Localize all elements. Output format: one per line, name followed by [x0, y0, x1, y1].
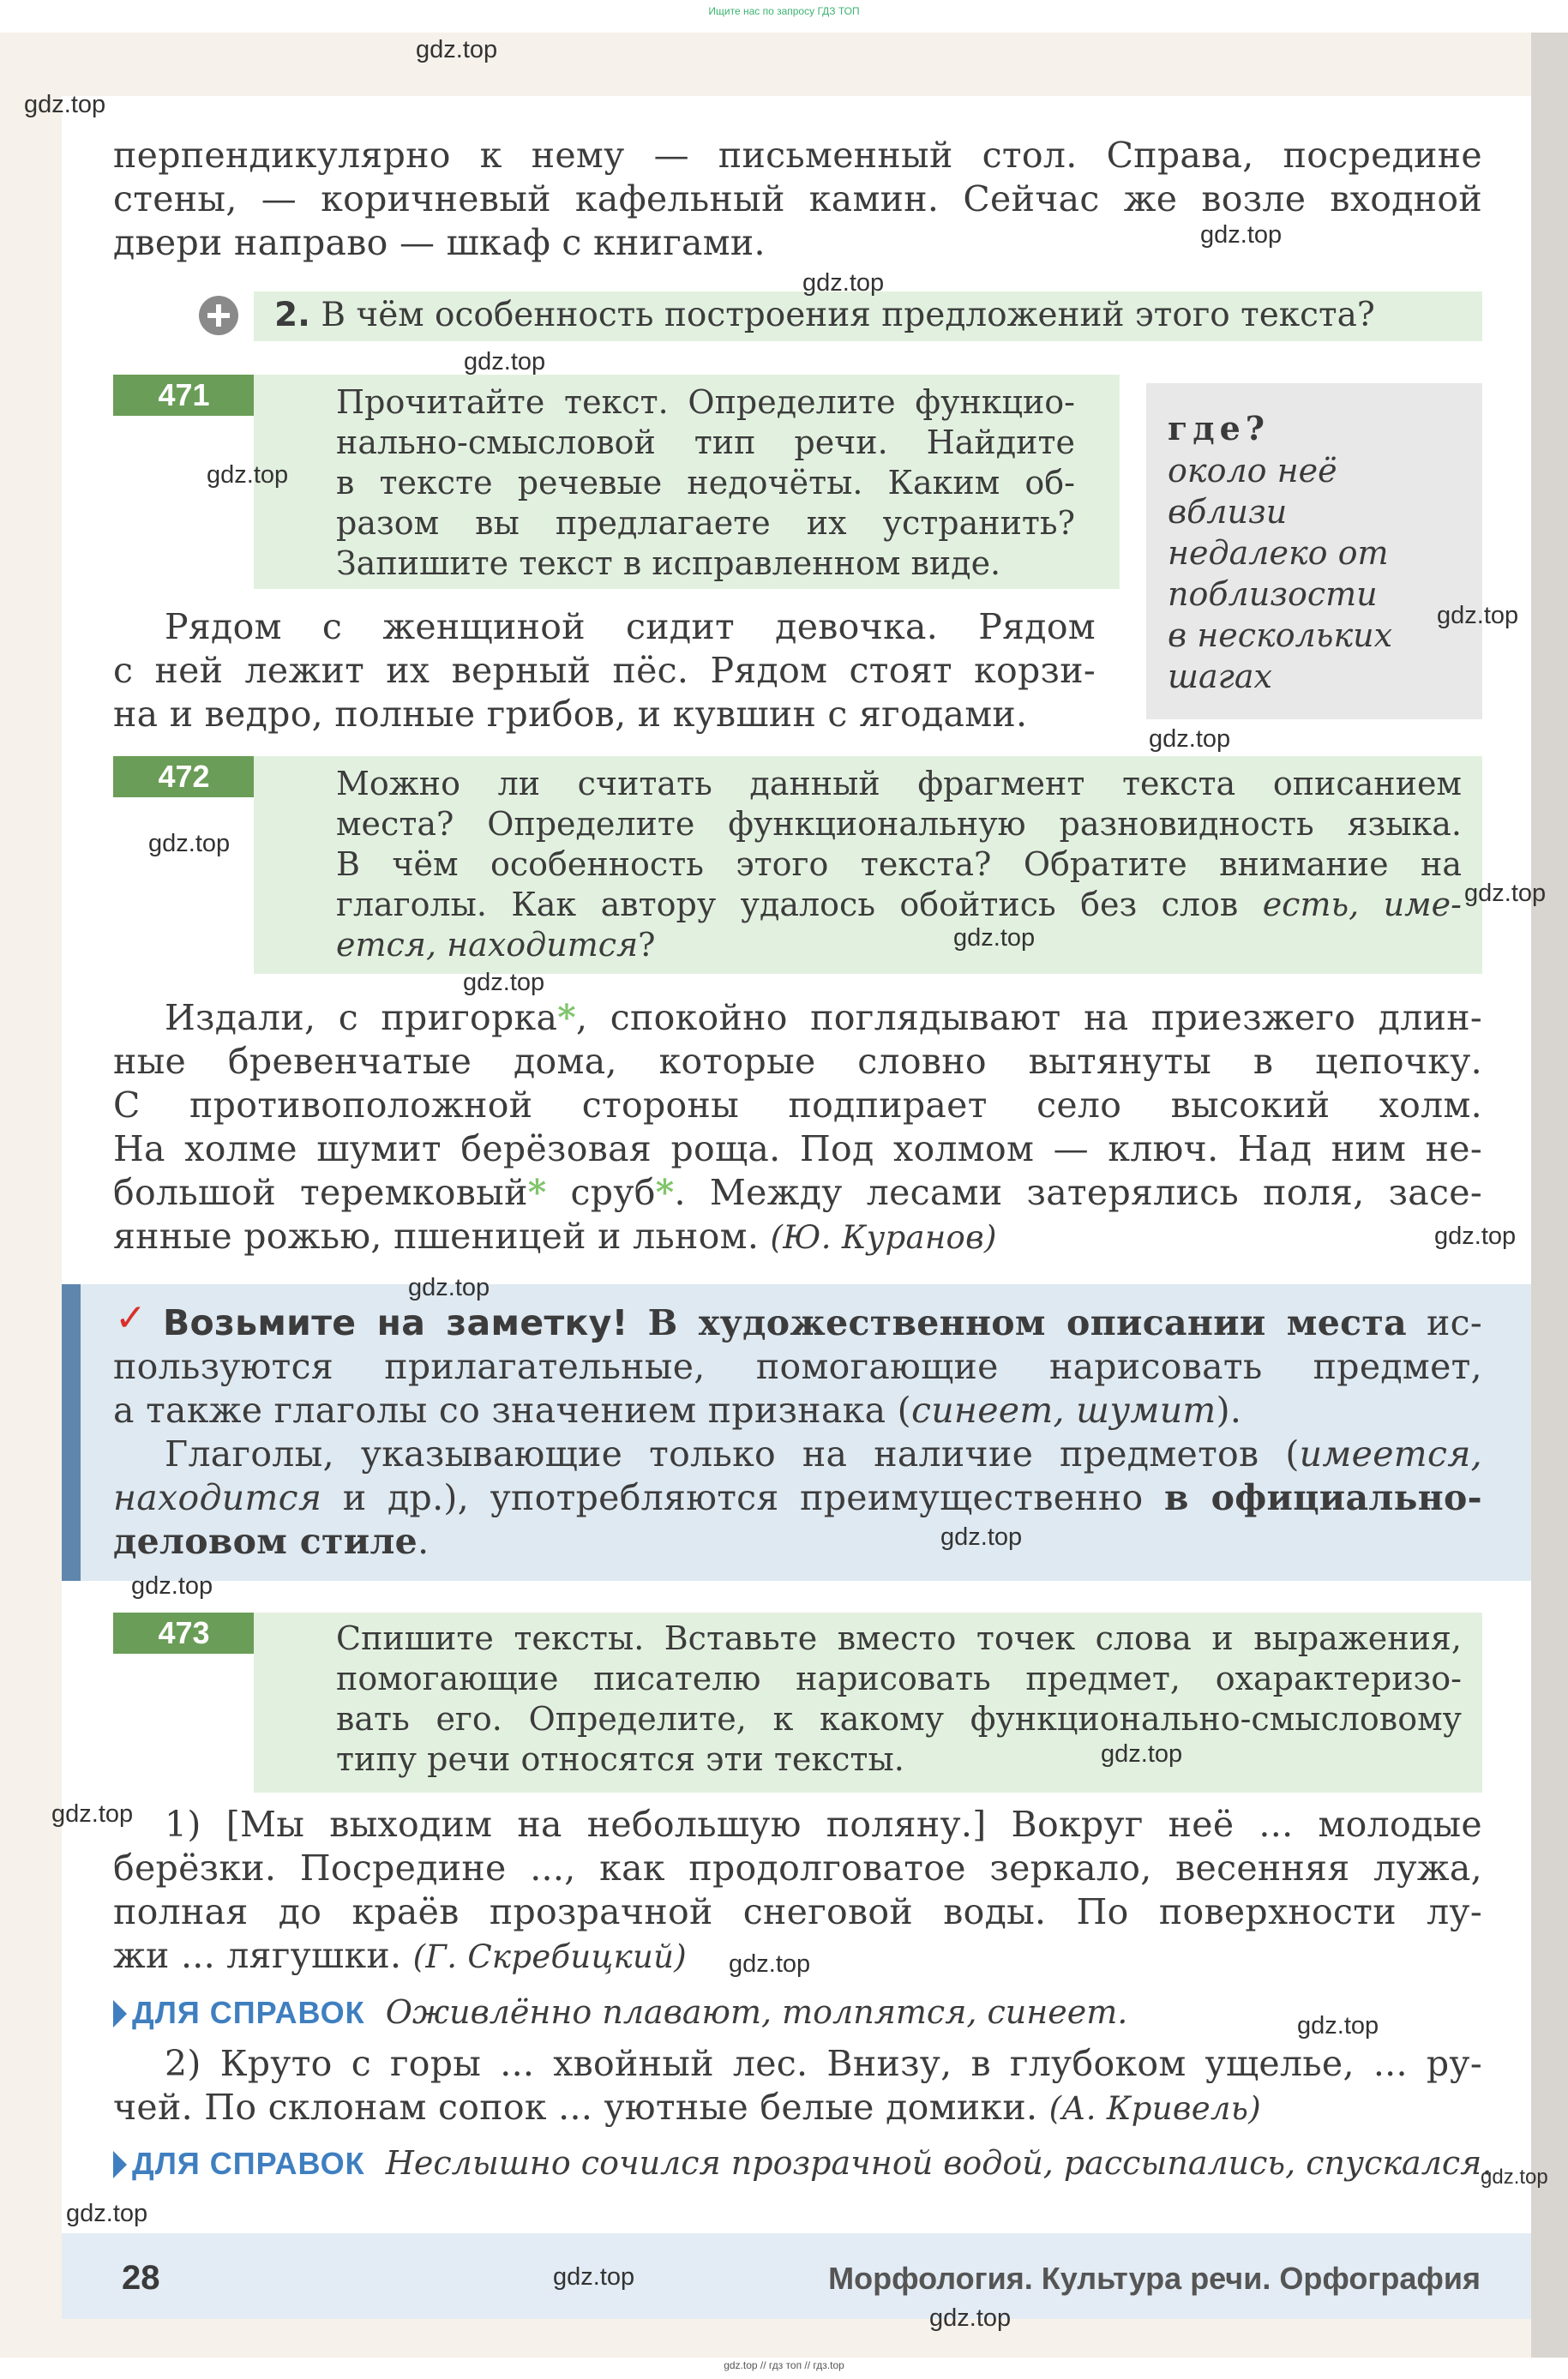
footnote-star: *	[655, 1172, 675, 1213]
where-item: поблизости	[1168, 575, 1378, 613]
exercise-473-text-2: 2) Круто с горы ... хвойный лес. Внизу, в глубоком ущелье, ... ру- чей. По склонам сопок ... уютные белые домики. (А. Кривель)	[113, 2043, 1482, 2128]
watermark: gdz.top	[1437, 602, 1519, 629]
watermark: gdz.top	[24, 91, 106, 118]
where-item: около неё	[1168, 452, 1337, 490]
watermark: gdz.top	[207, 461, 289, 489]
watermark: gdz.top	[148, 830, 231, 857]
watermark: gdz.top	[463, 969, 545, 996]
where-reference-box	[1146, 383, 1482, 719]
watermark: gdz.top	[408, 1274, 490, 1301]
top-banner-text: Ищите нас по запросу ГДЗ ТОП	[708, 5, 860, 17]
exercise-472-text: Издали, с пригорка*, спокойно поглядывают на приезжего длин- ные бревенчатые дома, которые словно вытянуты в цепочку. С противоположной стороны подпирает село высокий холм. На холме шумит берёзовая роща. Под холмом — ключ. Над ним не- большой теремковый* сруб*. Между лесами затерялись поля, засе- янные рожью, пшеницей и льном. (Ю. Куранов)	[113, 997, 1482, 1257]
intro-paragraph: перпендикулярно к нему — письменный стол. Справа, посредине стены, — коричневый кафельный камин. Сейчас же возле входной двери направо — шкаф с книгами.	[113, 135, 1482, 263]
watermark: gdz.top	[1297, 2012, 1379, 2040]
watermark: gdz.top	[1101, 1740, 1183, 1768]
exercise-471-text: Рядом с женщиной сидит девочка. Рядом с ней лежит их верный пёс. Рядом стоят корзи- на и ведро, полные грибов, и кувшин с ягодами.	[113, 606, 1096, 735]
exercise-473-task: Спишите тексты. Вставьте вместо точек слова и выражения, помогающие писателю нарисовать предмет, охарактеризо- вать его. Определите, к какому функционально-смысловому типу речи относятся эти тексты.	[336, 1619, 1462, 1778]
watermark: gdz.top	[66, 2200, 148, 2227]
watermark: gdz.top	[51, 1800, 134, 1828]
author: (Ю. Куранов)	[770, 1219, 997, 1256]
bottom-banner-text: gdz.top // гдз топ // гдз.top	[724, 2359, 844, 2371]
exercise-472-task: Можно ли считать данный фрагмент текста описанием места? Определите функциональную разновидность языка. В чём особенность этого текста? Обратите внимание на глаголы. Как автору удалось обойтись без слов есть, име- ется, находится?	[336, 765, 1462, 964]
reference-label: ДЛЯ СПРАВОК	[132, 1995, 365, 2030]
watermark: gdz.top	[1434, 1223, 1517, 1250]
note-accent-bar	[62, 1284, 81, 1581]
footnote-star: *	[557, 997, 576, 1038]
where-item: шагах	[1168, 658, 1272, 695]
where-heading: где?	[1168, 409, 1271, 448]
note-title: Возьмите на заметку!	[163, 1302, 628, 1343]
author: (А. Кривель)	[1048, 2090, 1261, 2127]
where-item: вблизи	[1168, 493, 1288, 531]
check-icon: ✓	[115, 1296, 147, 1340]
exercise-471-task: Прочитайте текст. Определите функцио- нально-смысловой тип речи. Найдите в тексте речевые недочёты. Каким об- разом вы предлагаете их устранить? Запишите текст в исправленном виде.	[336, 383, 1075, 582]
page-edge-shadow	[1531, 33, 1568, 2358]
where-item: недалеко от	[1168, 534, 1389, 572]
page-number: 28	[122, 2259, 160, 2297]
exercise-471-number: 471	[113, 375, 255, 416]
footer-title: Морфология. Культура речи. Орфография	[828, 2261, 1481, 2296]
watermark: gdz.top	[131, 1572, 213, 1600]
watermark: gdz.top	[416, 36, 498, 63]
plus-icon	[199, 296, 238, 335]
watermark: gdz.top	[940, 1523, 1023, 1551]
watermark: gdz.top	[464, 348, 546, 375]
reference-label: ДЛЯ СПРАВОК	[132, 2146, 365, 2181]
exercise-473-text-1: 1) [Мы выходим на небольшую поляну.] Вокруг неё ... молодые берёзки. Посредине ..., как продолговатое зеркало, весенняя лужа, полная до краёв прозрачной снеговой воды. По поверхности лу- жи ... лягушки. (Г. Скребицкий)	[113, 1804, 1482, 1976]
reference-line-2: ДЛЯ СПРАВОК Неслышно сочился прозрачной водой, рассыпались, спускался.	[113, 2143, 1492, 2184]
exercise-473-number: 473	[113, 1613, 255, 1654]
watermark: gdz.top	[1464, 880, 1547, 907]
watermark: gdz.top	[929, 2304, 1012, 2332]
watermark: gdz.top	[1200, 221, 1283, 249]
watermark: gdz.top	[953, 924, 1036, 952]
exercise-472-number: 472	[113, 756, 255, 797]
watermark: gdz.top	[553, 2263, 635, 2291]
footnote-star: *	[527, 1172, 547, 1213]
triangle-icon	[113, 2000, 127, 2028]
watermark: gdz.top	[1481, 2166, 1548, 2189]
triangle-icon	[113, 2151, 127, 2178]
note-text: Возьмите на заметку! В художественном описании места ис- пользуются прилагательные, помогающие нарисовать предмет, а также глаголы со значением признака (синеет, шумит). Глаголы, указывающие только на наличие предметов (имеется, находится и др.), употребляются преимущественно в официально- деловом стиле.	[113, 1302, 1482, 1562]
question-2: 2. В чём особенность построения предложений этого текста?	[274, 296, 1375, 334]
reference-line-1: ДЛЯ СПРАВОК Оживлённо плавают, толпятся, синеет.	[113, 1992, 1127, 2033]
watermark: gdz.top	[802, 269, 885, 297]
watermark: gdz.top	[1149, 725, 1231, 753]
watermark: gdz.top	[729, 1950, 811, 1978]
author: (Г. Скребицкий)	[412, 1938, 688, 1975]
where-item: в нескольких	[1168, 616, 1393, 654]
